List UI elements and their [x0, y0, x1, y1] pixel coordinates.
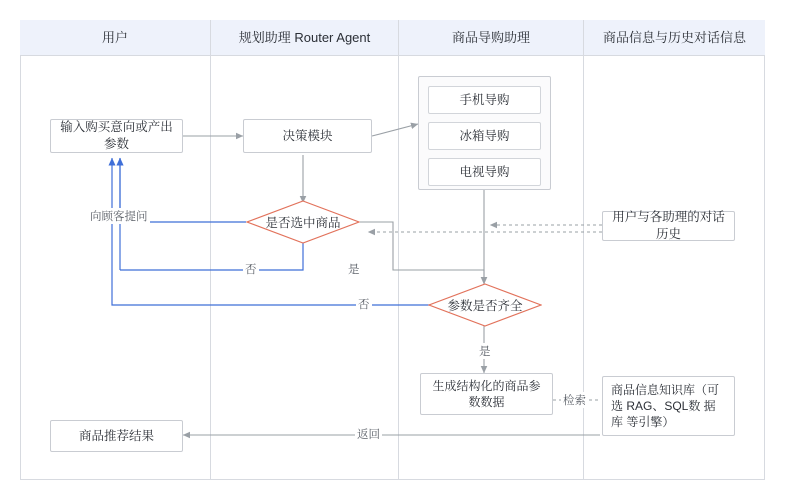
edge-label-ask-customer: 向顾客提问 [88, 208, 150, 224]
edge-label-return: 返回 [355, 426, 382, 442]
node-conversation-history[interactable]: 用户与各助理的对话历史 [602, 211, 735, 241]
node-phone-guide[interactable]: 手机导购 [428, 86, 541, 114]
lane-divider-1 [210, 20, 211, 480]
decision-is-params-complete-label: 参数是否齐全 [447, 299, 523, 313]
lane-title-shopping-guide: 商品导购助理 [451, 30, 530, 45]
edge-label-no-1: 否 [243, 261, 259, 277]
node-knowledge-base[interactable]: 商品信息知识库（可选 RAG、SQL数 据库 等引擎） [602, 376, 735, 436]
edge-label-retrieve: 检索 [561, 392, 588, 408]
edge-label-yes-2: 是 [477, 343, 493, 359]
node-user-input[interactable]: 输入购买意向或产出参数 [50, 119, 183, 153]
edge-label-no-2: 否 [356, 296, 372, 312]
lane-title-router-agent: 规划助理 Router Agent [238, 30, 371, 45]
lane-divider-2 [398, 20, 399, 480]
node-decision-module[interactable]: 决策模块 [243, 119, 372, 153]
edge-label-yes-1: 是 [346, 261, 362, 277]
lane-divider-3 [583, 20, 584, 480]
node-tv-guide[interactable]: 电视导购 [428, 158, 541, 186]
node-fridge-guide[interactable]: 冰箱导购 [428, 122, 541, 150]
lane-title-user: 用户 [101, 30, 128, 45]
decision-is-product-selected[interactable] [246, 200, 360, 244]
node-recommend-result[interactable]: 商品推荐结果 [50, 420, 183, 452]
decision-is-product-selected-label: 是否选中商品 [265, 216, 341, 230]
lane-title-product-info: 商品信息与历史对话信息 [602, 30, 746, 45]
decision-is-params-complete[interactable] [428, 283, 542, 327]
node-generate-params[interactable]: 生成结构化的商品参数数据 [420, 373, 553, 415]
